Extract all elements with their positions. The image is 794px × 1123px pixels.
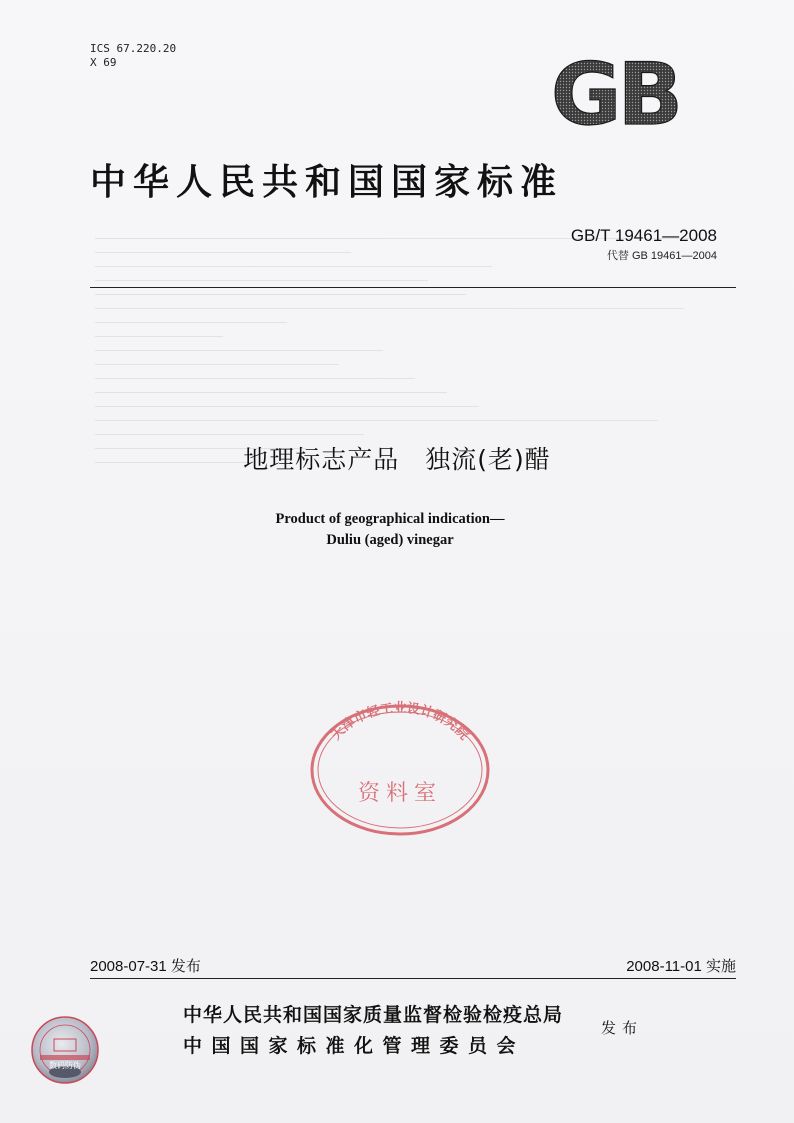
title-english-line1: Product of geographical indication—	[275, 511, 505, 527]
seal-label: 数码防伪	[49, 1061, 81, 1070]
replaces-standard: 代替 GB 19461—2004	[606, 250, 717, 262]
class-code: X 69	[90, 56, 117, 69]
issuer-line1: 中华人民共和国国家质量监督检验检疫总局	[183, 1004, 564, 1026]
issuing-authorities	[183, 1000, 563, 1058]
standard-number: GB/T 19461—2008	[570, 226, 717, 245]
stamp-center-text: 资料室	[357, 781, 443, 806]
dates-row	[90, 955, 736, 976]
anti-counterfeit-seal-icon	[30, 1015, 100, 1085]
implement-date: 2008-11-01 实施	[626, 958, 736, 975]
title-english	[0, 509, 780, 551]
gb-logo-text: GB	[550, 56, 680, 132]
title-chinese: 地理标志产品 独流(老)醋	[243, 445, 551, 474]
main-title: 中华人民共和国国家标准	[90, 162, 564, 203]
library-stamp	[305, 700, 495, 840]
header-divider	[90, 287, 736, 288]
publish-label: 发布	[601, 1019, 644, 1037]
footer-divider	[90, 978, 736, 979]
publish-date: 2008-07-31 发布	[90, 958, 201, 975]
classification-codes	[90, 42, 176, 70]
ics-code: ICS 67.220.20	[90, 42, 177, 55]
svg-text:天津市轻工业设计研究院	[329, 700, 472, 743]
show-through-text	[95, 238, 735, 618]
title-english-line2: Duliu (aged) vinegar	[326, 532, 454, 548]
stamp-ring-text: 天津市轻工业设计研究院	[328, 701, 472, 744]
issuer-line2: 中国国家标准化管理委员会	[183, 1035, 526, 1057]
gb-logo	[538, 56, 692, 132]
